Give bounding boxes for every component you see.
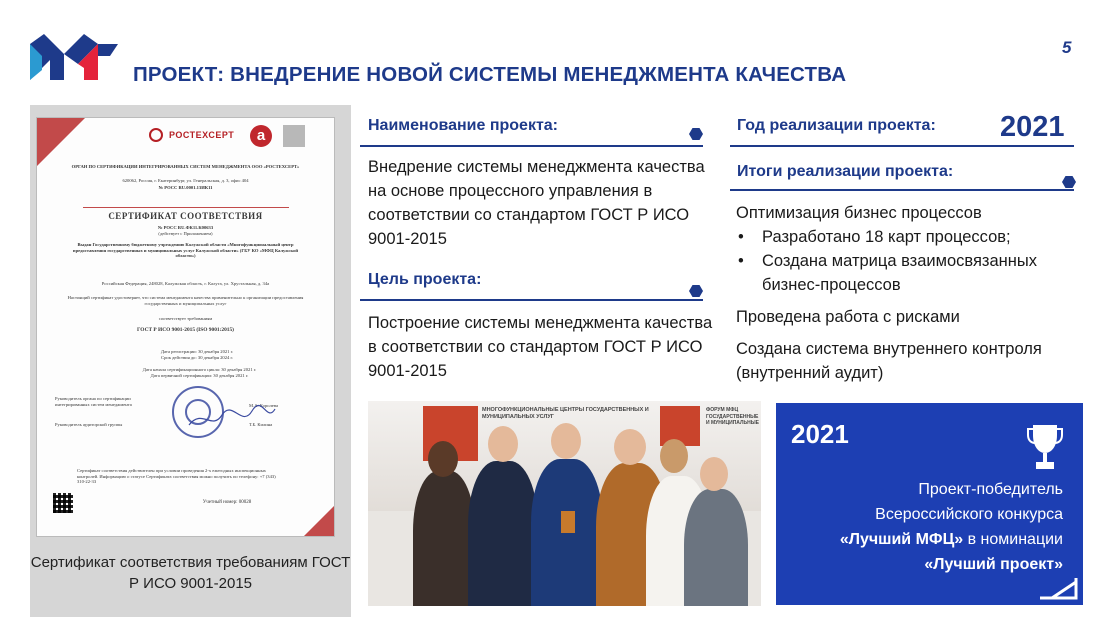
certification-mark-icon bbox=[283, 125, 305, 147]
person-head bbox=[488, 426, 518, 462]
logo bbox=[30, 34, 118, 80]
rostekhsert-logo-icon bbox=[149, 128, 163, 142]
person bbox=[684, 489, 748, 606]
certificate-recipient-address: Российская Федерация, 248028, Калужская область, г. Калуга, ул. Хрустальная, д. 34а bbox=[101, 281, 270, 286]
person bbox=[413, 471, 475, 606]
certificate-corner-decoration bbox=[304, 506, 334, 536]
project-goal-heading: Цель проекта: bbox=[368, 271, 482, 288]
list-item: • Разработано 18 карт процессов; bbox=[736, 225, 1086, 249]
certificate-issuer-address: 620062, Россия, г. Екатеринбург, ул. Генеральская, д. 3, офис 404 bbox=[122, 178, 249, 183]
certificate-account-number: Учетный номер: 00028 bbox=[202, 500, 252, 505]
award-line bbox=[783, 527, 1063, 552]
certificate-annex-note: (действует с Приложением) bbox=[158, 231, 213, 236]
certificate-valid-until: Срок действия до: 30 декабря 2024 г. bbox=[161, 355, 233, 360]
certificate-number: № РОСС RU.ФК11.К00633 bbox=[157, 225, 214, 230]
person-head bbox=[614, 429, 646, 465]
accreditation-icon: a bbox=[250, 125, 272, 147]
certificate-standard: ГОСТ Р ИСО 9001-2015 (ISO 9001:2015) bbox=[137, 327, 234, 333]
team-photo bbox=[368, 401, 761, 606]
results-block bbox=[736, 201, 1086, 385]
project-name-heading: Наименование проекта: bbox=[368, 117, 559, 134]
certificate-brand: РОСТЕХСЕРТ bbox=[169, 130, 235, 140]
results-intro: Оптимизация бизнес процессов bbox=[736, 204, 982, 222]
certificate-first-cert: Дата первичной сертификации: 30 декабря 2021 г. bbox=[150, 373, 249, 378]
results-heading: Итоги реализации проекта: bbox=[737, 163, 954, 180]
certificate-recipient: Выдан Государственному бюджетному учреждению Калужской области «Многофункциональный центр предоставления государственных и муниципальных услуг Калужской области» (ГБУ КО «МФЦ Калужской области») bbox=[72, 242, 299, 259]
award-contest-name: «Лучший МФЦ» bbox=[839, 531, 964, 548]
certificate-head-of-body: Руководитель органа по сертификации интегрированных систем менеджмента bbox=[55, 396, 132, 407]
qr-code-icon bbox=[53, 493, 73, 513]
person bbox=[468, 461, 538, 606]
award-line: Всероссийского конкурса bbox=[875, 506, 1063, 523]
certificate-document bbox=[37, 118, 334, 536]
award-text bbox=[783, 477, 1063, 577]
certificate-conforms-label: соответствует требованиям bbox=[158, 316, 213, 321]
page-title: ПРОЕКТ: ВНЕДРЕНИЕ НОВОЙ СИСТЕМЫ МЕНЕДЖМЕНТА КАЧЕСТВА bbox=[133, 63, 847, 86]
certificate-statement: Настоящий сертификат удостоверяет, что система менеджмента качества применительно к организации предоставления государственных и муниципальных услуг bbox=[67, 295, 304, 306]
list-item: • Создана матрица взаимосвязанных бизнес-процессов bbox=[736, 249, 1086, 297]
award-line-rest: в номинации bbox=[963, 531, 1063, 548]
project-name-rule bbox=[360, 145, 703, 147]
signature-icon bbox=[187, 403, 277, 433]
project-name-text: Внедрение системы менеджмента качества на основе процессного управления в соответствии со стандартом ГОСТ Р ИСО 9001-2015 bbox=[368, 158, 705, 248]
year-value: 2021 bbox=[1000, 111, 1065, 143]
results-risks: Проведена работа с рисками bbox=[736, 308, 960, 326]
section-marker-icon bbox=[689, 285, 703, 297]
award-year: 2021 bbox=[791, 419, 849, 449]
person-head bbox=[428, 441, 458, 477]
certificate-footer-note: Сертификат соответствия действителен при условии проведения 2-х ежегодных инспекционных контролей. Информацию о статусе Сертификата соответствия можно получить по телефону: +7 (343) 310-22-33 bbox=[77, 468, 276, 485]
certificate-caption: Сертификат соответствия требованиям ГОСТ Р ИСО 9001-2015 bbox=[30, 554, 351, 592]
year-rule bbox=[730, 145, 1074, 147]
certificate-heading: СЕРТИФИКАТ СООТВЕТСТВИЯ bbox=[108, 211, 263, 221]
person-head bbox=[660, 439, 688, 473]
trophy-icon bbox=[1027, 423, 1063, 471]
certificate-issuer: ОРГАН ПО СЕРТИФИКАЦИИ ИНТЕГРИРОВАННЫХ СИСТЕМ МЕНЕДЖМЕНТА ООО «РОСТЕХСЕРТ» bbox=[71, 164, 300, 169]
award-line: Проект-победитель bbox=[918, 481, 1063, 498]
trophy-in-hands bbox=[561, 511, 575, 533]
certificate-corner-decoration bbox=[37, 118, 85, 166]
year-heading: Год реализации проекта: bbox=[737, 117, 936, 134]
certificate-cycle-start: Дата начала сертификационного цикла: 30 декабря 2021 г. bbox=[142, 367, 257, 372]
person-head bbox=[551, 423, 581, 459]
certificate-head-of-body-name: М.А. Королева bbox=[249, 403, 278, 408]
project-goal-text: Построение системы менеджмента качества в соответствии со стандартом ГОСТ Р ИСО 9001-2015 bbox=[368, 314, 713, 380]
award-line bbox=[783, 552, 1063, 577]
page-number: 5 bbox=[1062, 38, 1072, 57]
award-box bbox=[776, 403, 1083, 605]
certificate-head-of-audit-name: Т.Б. Килина bbox=[249, 422, 273, 427]
corner-decoration-icon bbox=[1038, 576, 1078, 600]
certificate-divider bbox=[83, 207, 289, 208]
section-marker-icon bbox=[689, 128, 703, 140]
results-rule bbox=[730, 189, 1074, 191]
person-head bbox=[700, 457, 728, 491]
award-nomination: «Лучший проект» bbox=[924, 556, 1063, 573]
forum-banner-text: ФОРУМ МФЦ ГОСУДАРСТВЕННЫЕ И МУНИЦИПАЛЬНЫЕ bbox=[706, 407, 759, 426]
certificate-issuer-reg: № РОСС RU.0001.13ИК11 bbox=[158, 185, 213, 190]
certificate-date-registration: Дата регистрации: 30 декабря 2021 г. bbox=[160, 349, 234, 354]
forum-banner-text: МНОГОФУНКЦИОНАЛЬНЫЕ ЦЕНТРЫ ГОСУДАРСТВЕННЫХ И МУНИЦИПАЛЬНЫХ УСЛУГ bbox=[482, 407, 649, 420]
results-list bbox=[736, 225, 1086, 297]
project-goal-rule bbox=[360, 299, 703, 301]
section-marker-icon bbox=[1062, 176, 1076, 188]
certificate-head-of-audit: Руководитель аудиторской группы bbox=[55, 422, 123, 427]
results-control: Создана система внутреннего контроля (внутренний аудит) bbox=[736, 340, 1042, 382]
